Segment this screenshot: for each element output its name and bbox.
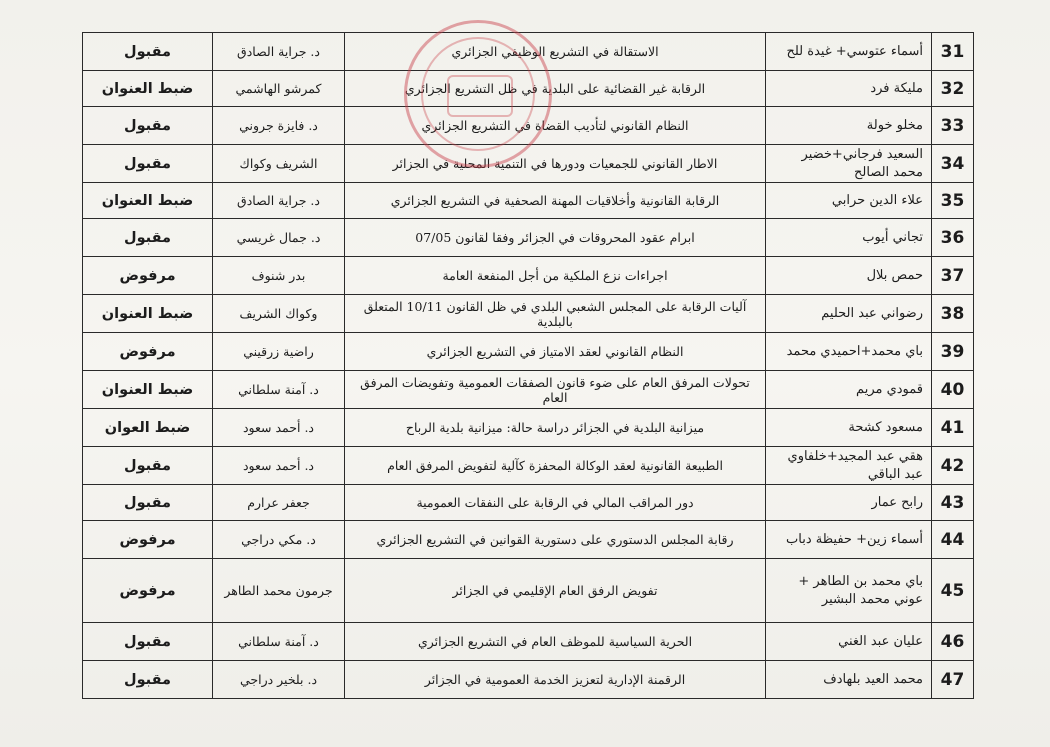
- table-row: [83, 145, 974, 183]
- thesis-title: ابرام عقود المحروقات في الجزائر وفقا لقانون 07/05: [345, 219, 766, 257]
- thesis-title: الرقابة القانونية وأخلاقيات المهنة الصحفية في التشريع الجزائري: [345, 183, 766, 219]
- status-badge: ضبط العنوان: [83, 371, 213, 409]
- table-row: [83, 521, 974, 559]
- row-number: 42: [932, 447, 974, 485]
- thesis-title: تفويض الرفق العام الإقليمي في الجزائر: [345, 559, 766, 623]
- student-name: مخلو خولة: [766, 107, 932, 145]
- supervisor-name: د. جراية الصادق: [213, 33, 345, 71]
- student-name: تجاني أيوب: [766, 219, 932, 257]
- row-number: 37: [932, 257, 974, 295]
- thesis-title: تحولات المرفق العام على ضوء قانون الصفقات العمومية وتفويضات المرفق العام: [345, 371, 766, 409]
- supervisor-name: د. مكي دراجي: [213, 521, 345, 559]
- student-name: مسعود كشحة: [766, 409, 932, 447]
- row-number: 40: [932, 371, 974, 409]
- row-number: 36: [932, 219, 974, 257]
- row-number: 47: [932, 661, 974, 699]
- thesis-title: الطبيعة القانونية لعقد الوكالة المحفزة كآلية لتفويض المرفق العام: [345, 447, 766, 485]
- row-number: 46: [932, 623, 974, 661]
- supervisor-name: وكواك الشريف: [213, 295, 345, 333]
- student-name: رضواني عبد الحليم: [766, 295, 932, 333]
- thesis-title: الاستقالة في التشريع الوظيفي الجزائري: [345, 33, 766, 71]
- supervisor-name: كمرشو الهاشمي: [213, 71, 345, 107]
- thesis-title: اجراءات نزع الملكية من أجل المنفعة العامة: [345, 257, 766, 295]
- table-row: [83, 295, 974, 333]
- status-badge: مقبول: [83, 661, 213, 699]
- status-badge: مرفوض: [83, 257, 213, 295]
- student-name: هقي عبد المجيد+خلفاوي عبد الباقي: [766, 447, 932, 485]
- thesis-title: ميزانية البلدية في الجزائر دراسة حالة: ميزانية بلدية الرباح: [345, 409, 766, 447]
- supervisor-name: د. آمنة سلطاني: [213, 623, 345, 661]
- row-number: 34: [932, 145, 974, 183]
- thesis-title: الحرية السياسية للموظف العام في التشريع الجزائري: [345, 623, 766, 661]
- student-name: حمص بلال: [766, 257, 932, 295]
- supervisor-name: د. جراية الصادق: [213, 183, 345, 219]
- table-row: [83, 183, 974, 219]
- row-number: 31: [932, 33, 974, 71]
- status-badge: ضبط العنوان: [83, 71, 213, 107]
- student-name: أسماء عتوسي+ غيدة للح: [766, 33, 932, 71]
- supervisor-name: د. فايزة جروني: [213, 107, 345, 145]
- student-name: علاء الدين حرابي: [766, 183, 932, 219]
- table-row: [83, 485, 974, 521]
- table-row: [83, 447, 974, 485]
- status-badge: مقبول: [83, 623, 213, 661]
- thesis-table-body: [83, 33, 974, 699]
- supervisor-name: د. أحمد سعود: [213, 409, 345, 447]
- table-row: [83, 661, 974, 699]
- student-name: أسماء زين+ حفيظة دباب: [766, 521, 932, 559]
- supervisor-name: د. آمنة سلطاني: [213, 371, 345, 409]
- status-badge: مرفوض: [83, 521, 213, 559]
- table-row: [83, 559, 974, 623]
- student-name: باي محمد بن الطاهر + عوني محمد البشير: [766, 559, 932, 623]
- row-number: 39: [932, 333, 974, 371]
- table-row: [83, 257, 974, 295]
- status-badge: مقبول: [83, 145, 213, 183]
- table-row: [83, 71, 974, 107]
- table-row: [83, 409, 974, 447]
- student-name: قمودي مريم: [766, 371, 932, 409]
- row-number: 45: [932, 559, 974, 623]
- status-badge: مقبول: [83, 485, 213, 521]
- table-row: [83, 219, 974, 257]
- student-name: عليان عبد الغني: [766, 623, 932, 661]
- supervisor-name: راضية زرقيني: [213, 333, 345, 371]
- supervisor-name: بدر شنوف: [213, 257, 345, 295]
- table-row: [83, 333, 974, 371]
- thesis-title: الاطار القانوني للجمعيات ودورها في التنمية المحلية في الجزائر: [345, 145, 766, 183]
- status-badge: ضبط العوان: [83, 409, 213, 447]
- status-badge: مقبول: [83, 33, 213, 71]
- status-badge: مقبول: [83, 447, 213, 485]
- thesis-title: رقابة المجلس الدستوري على دستورية القوانين في التشريع الجزائري: [345, 521, 766, 559]
- thesis-title: النظام القانوني لعقد الامتياز في التشريع الجزائري: [345, 333, 766, 371]
- supervisor-name: د. أحمد سعود: [213, 447, 345, 485]
- thesis-table: [82, 32, 974, 699]
- table-row: [83, 371, 974, 409]
- status-badge: مرفوض: [83, 559, 213, 623]
- status-badge: مقبول: [83, 219, 213, 257]
- status-badge: ضبط العنوان: [83, 295, 213, 333]
- status-badge: ضبط العنوان: [83, 183, 213, 219]
- thesis-title: آليات الرقابة على المجلس الشعبي البلدي في ظل القانون 10/11 المتعلق بالبلدية: [345, 295, 766, 333]
- row-number: 33: [932, 107, 974, 145]
- status-badge: مقبول: [83, 107, 213, 145]
- student-name: رابح عمار: [766, 485, 932, 521]
- row-number: 38: [932, 295, 974, 333]
- table-row: [83, 107, 974, 145]
- table-row: [83, 33, 974, 71]
- supervisor-name: الشريف وكواك: [213, 145, 345, 183]
- supervisor-name: جرمون محمد الطاهر: [213, 559, 345, 623]
- student-name: السعيد فرجاني+خضير محمد الصالح: [766, 145, 932, 183]
- row-number: 32: [932, 71, 974, 107]
- status-badge: مرفوض: [83, 333, 213, 371]
- thesis-title: دور المراقب المالي في الرقابة على النفقات العمومية: [345, 485, 766, 521]
- supervisor-name: د. جمال غريسي: [213, 219, 345, 257]
- table-row: [83, 623, 974, 661]
- student-name: باي محمد+احميدي محمد: [766, 333, 932, 371]
- row-number: 44: [932, 521, 974, 559]
- student-name: مليكة فرد: [766, 71, 932, 107]
- supervisor-name: د. بلخير دراجي: [213, 661, 345, 699]
- thesis-title: الرقابة غير القضائية على البلدية في ظل التشريع الجزائري: [345, 71, 766, 107]
- thesis-title: الرقمنة الإدارية لتعزيز الخدمة العمومية في الجزائر: [345, 661, 766, 699]
- thesis-title: النظام القانوني لتأديب القضاة في التشريع الجزائري: [345, 107, 766, 145]
- row-number: 41: [932, 409, 974, 447]
- row-number: 35: [932, 183, 974, 219]
- student-name: محمد العيد بلهادف: [766, 661, 932, 699]
- row-number: 43: [932, 485, 974, 521]
- supervisor-name: جعفر عرارم: [213, 485, 345, 521]
